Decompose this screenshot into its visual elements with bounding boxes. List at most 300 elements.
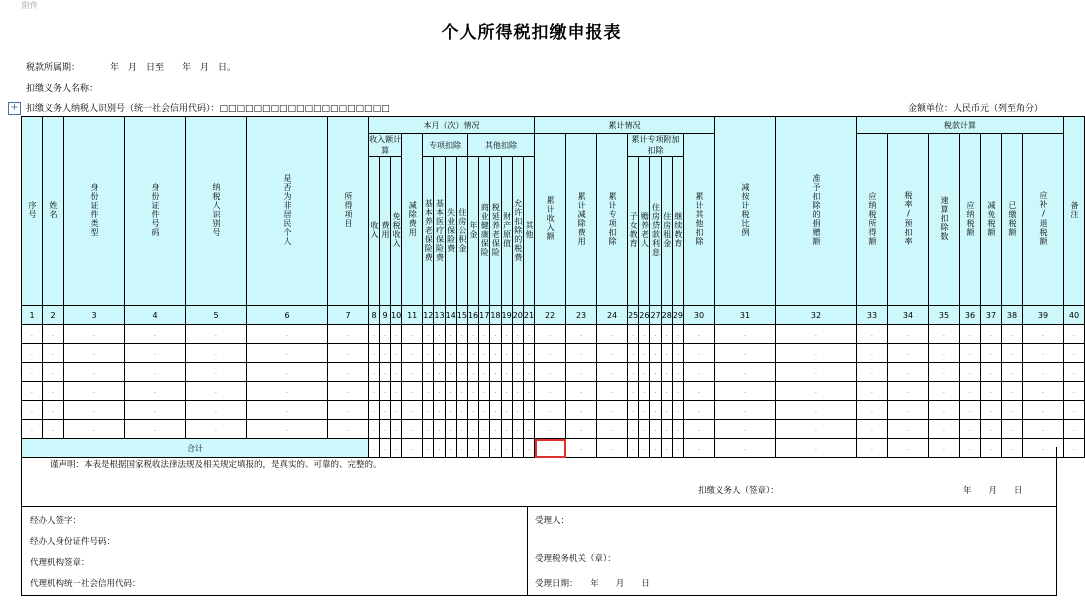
table-cell[interactable]: . bbox=[501, 363, 512, 382]
table-cell[interactable]: . bbox=[64, 382, 125, 401]
total-cell[interactable]: . bbox=[434, 439, 445, 458]
table-cell[interactable]: . bbox=[512, 420, 523, 439]
table-cell[interactable]: . bbox=[490, 382, 501, 401]
table-cell[interactable]: . bbox=[1064, 344, 1085, 363]
table-cell[interactable]: . bbox=[535, 344, 566, 363]
table-cell[interactable]: . bbox=[501, 401, 512, 420]
table-cell[interactable]: . bbox=[776, 420, 857, 439]
table-cell[interactable]: . bbox=[523, 420, 534, 439]
table-cell[interactable]: . bbox=[328, 382, 369, 401]
table-cell[interactable]: . bbox=[1002, 363, 1023, 382]
total-cell[interactable]: . bbox=[1002, 439, 1023, 458]
table-cell[interactable]: . bbox=[445, 420, 456, 439]
table-cell[interactable]: . bbox=[479, 325, 490, 344]
table-cell[interactable]: . bbox=[566, 401, 597, 420]
table-cell[interactable]: . bbox=[628, 344, 639, 363]
table-cell[interactable]: . bbox=[434, 401, 445, 420]
table-cell[interactable]: . bbox=[434, 363, 445, 382]
table-cell[interactable]: . bbox=[512, 325, 523, 344]
table-cell[interactable]: . bbox=[186, 382, 247, 401]
table-cell[interactable]: . bbox=[402, 382, 423, 401]
total-cell[interactable]: . bbox=[960, 439, 981, 458]
table-cell[interactable]: . bbox=[380, 363, 391, 382]
table-cell[interactable]: . bbox=[523, 344, 534, 363]
table-cell[interactable]: . bbox=[125, 401, 186, 420]
table-cell[interactable]: . bbox=[672, 401, 683, 420]
table-cell[interactable]: . bbox=[535, 382, 566, 401]
table-cell[interactable]: . bbox=[1002, 344, 1023, 363]
table-cell[interactable]: . bbox=[857, 401, 888, 420]
table-cell[interactable]: . bbox=[672, 363, 683, 382]
total-cell-selected[interactable]: . bbox=[535, 439, 566, 458]
table-cell[interactable]: . bbox=[628, 382, 639, 401]
table-cell[interactable]: . bbox=[434, 344, 445, 363]
table-cell[interactable]: . bbox=[434, 420, 445, 439]
table-cell[interactable]: . bbox=[1064, 382, 1085, 401]
total-cell[interactable]: . bbox=[661, 439, 672, 458]
table-cell[interactable]: . bbox=[661, 325, 672, 344]
table-cell[interactable]: . bbox=[125, 363, 186, 382]
table-cell[interactable]: . bbox=[888, 401, 929, 420]
table-cell[interactable]: . bbox=[369, 420, 380, 439]
table-cell[interactable]: . bbox=[22, 420, 43, 439]
table-cell[interactable]: . bbox=[369, 401, 380, 420]
table-cell[interactable]: . bbox=[501, 382, 512, 401]
table-cell[interactable]: . bbox=[456, 382, 467, 401]
table-cell[interactable]: . bbox=[857, 363, 888, 382]
table-cell[interactable]: . bbox=[423, 382, 434, 401]
table-cell[interactable]: . bbox=[650, 420, 661, 439]
table-cell[interactable]: . bbox=[186, 420, 247, 439]
table-cell[interactable]: . bbox=[639, 325, 650, 344]
table-cell[interactable]: . bbox=[512, 344, 523, 363]
table-cell[interactable]: . bbox=[523, 382, 534, 401]
table-cell[interactable]: . bbox=[402, 363, 423, 382]
table-cell[interactable]: . bbox=[479, 420, 490, 439]
table-cell[interactable]: . bbox=[960, 363, 981, 382]
table-cell[interactable]: . bbox=[501, 325, 512, 344]
table-move-handle-icon[interactable]: + bbox=[8, 102, 21, 115]
table-cell[interactable]: . bbox=[672, 382, 683, 401]
table-cell[interactable]: . bbox=[1002, 420, 1023, 439]
table-cell[interactable]: . bbox=[22, 325, 43, 344]
table-cell[interactable]: . bbox=[512, 363, 523, 382]
table-cell[interactable]: . bbox=[566, 382, 597, 401]
table-cell[interactable]: . bbox=[479, 363, 490, 382]
table-cell[interactable]: . bbox=[64, 325, 125, 344]
table-cell[interactable]: . bbox=[535, 363, 566, 382]
table-cell[interactable]: . bbox=[960, 344, 981, 363]
table-cell[interactable]: . bbox=[391, 344, 402, 363]
table-cell[interactable]: . bbox=[501, 344, 512, 363]
table-cell[interactable]: . bbox=[535, 420, 566, 439]
table-cell[interactable]: . bbox=[929, 382, 960, 401]
table-cell[interactable]: . bbox=[445, 382, 456, 401]
table-cell[interactable]: . bbox=[715, 325, 776, 344]
table-cell[interactable]: . bbox=[523, 401, 534, 420]
table-cell[interactable]: . bbox=[369, 363, 380, 382]
table-cell[interactable]: . bbox=[64, 401, 125, 420]
table-cell[interactable]: . bbox=[650, 401, 661, 420]
total-cell[interactable]: . bbox=[402, 439, 423, 458]
table-cell[interactable]: . bbox=[467, 325, 478, 344]
table-cell[interactable]: . bbox=[186, 401, 247, 420]
table-cell[interactable]: . bbox=[628, 325, 639, 344]
table-cell[interactable]: . bbox=[715, 382, 776, 401]
total-cell[interactable]: . bbox=[566, 439, 597, 458]
table-cell[interactable]: . bbox=[445, 344, 456, 363]
table-cell[interactable]: . bbox=[328, 420, 369, 439]
table-cell[interactable]: . bbox=[490, 363, 501, 382]
table-cell[interactable]: . bbox=[981, 382, 1002, 401]
table-cell[interactable]: . bbox=[715, 344, 776, 363]
table-cell[interactable]: . bbox=[391, 401, 402, 420]
col-number-29: 29 bbox=[672, 306, 683, 325]
table-cell[interactable]: . bbox=[402, 420, 423, 439]
total-cell[interactable]: . bbox=[445, 439, 456, 458]
table-cell[interactable]: . bbox=[650, 325, 661, 344]
table-cell[interactable]: . bbox=[467, 420, 478, 439]
table-cell[interactable]: . bbox=[43, 420, 64, 439]
table-cell[interactable]: . bbox=[247, 363, 328, 382]
col-number-24: 24 bbox=[597, 306, 628, 325]
col-header-39-label: 应补/退税额 bbox=[1039, 191, 1048, 246]
col-header-37 bbox=[981, 134, 1002, 306]
table-cell[interactable]: . bbox=[776, 382, 857, 401]
total-cell[interactable]: . bbox=[597, 439, 628, 458]
table-cell[interactable]: . bbox=[479, 401, 490, 420]
total-cell[interactable]: . bbox=[715, 439, 776, 458]
table-cell[interactable]: . bbox=[380, 382, 391, 401]
table-cell[interactable]: . bbox=[715, 363, 776, 382]
table-cell[interactable]: . bbox=[888, 363, 929, 382]
table-cell[interactable]: . bbox=[1002, 401, 1023, 420]
table-cell[interactable]: . bbox=[43, 344, 64, 363]
table-cell[interactable]: . bbox=[423, 401, 434, 420]
col-number-33: 33 bbox=[857, 306, 888, 325]
col-header-34 bbox=[888, 134, 929, 306]
table-cell[interactable]: . bbox=[981, 401, 1002, 420]
table-cell[interactable]: . bbox=[369, 382, 380, 401]
table-cell[interactable]: . bbox=[960, 401, 981, 420]
table-cell[interactable]: . bbox=[684, 325, 715, 344]
table-cell[interactable]: . bbox=[328, 363, 369, 382]
table-cell[interactable]: . bbox=[981, 344, 1002, 363]
table-cell[interactable]: . bbox=[597, 325, 628, 344]
table-cell[interactable]: . bbox=[535, 401, 566, 420]
signature-date[interactable]: 年 月 日 bbox=[963, 486, 1023, 496]
total-cell[interactable]: . bbox=[628, 439, 639, 458]
table-cell[interactable]: . bbox=[380, 420, 391, 439]
total-cell[interactable]: . bbox=[380, 439, 391, 458]
table-cell[interactable]: . bbox=[22, 363, 43, 382]
table-cell[interactable]: . bbox=[597, 363, 628, 382]
table-cell[interactable]: . bbox=[456, 344, 467, 363]
total-cell[interactable]: . bbox=[672, 439, 683, 458]
total-cell[interactable]: . bbox=[391, 439, 402, 458]
table-cell[interactable]: . bbox=[490, 420, 501, 439]
table-cell[interactable]: . bbox=[186, 344, 247, 363]
total-cell[interactable]: . bbox=[639, 439, 650, 458]
total-cell[interactable]: . bbox=[1023, 439, 1064, 458]
table-cell[interactable]: . bbox=[981, 325, 1002, 344]
table-cell[interactable]: . bbox=[380, 401, 391, 420]
table-cell[interactable]: . bbox=[391, 382, 402, 401]
table-cell[interactable]: . bbox=[423, 420, 434, 439]
total-cell[interactable]: . bbox=[888, 439, 929, 458]
table-cell[interactable]: . bbox=[247, 382, 328, 401]
table-cell[interactable]: . bbox=[639, 420, 650, 439]
table-cell[interactable]: . bbox=[888, 382, 929, 401]
table-cell[interactable]: . bbox=[125, 382, 186, 401]
table-cell[interactable]: . bbox=[391, 325, 402, 344]
col-header-5-label: 纳税人识别号 bbox=[212, 183, 221, 237]
total-cell[interactable]: . bbox=[479, 439, 490, 458]
total-cell[interactable]: . bbox=[467, 439, 478, 458]
col-header-1 bbox=[22, 117, 43, 306]
table-cell[interactable]: . bbox=[328, 401, 369, 420]
col-number-11: 11 bbox=[402, 306, 423, 325]
table-cell[interactable]: . bbox=[1064, 420, 1085, 439]
table-cell[interactable]: . bbox=[490, 401, 501, 420]
table-cell[interactable]: . bbox=[43, 401, 64, 420]
total-cell[interactable]: . bbox=[981, 439, 1002, 458]
table-cell[interactable]: . bbox=[467, 382, 478, 401]
table-cell[interactable]: . bbox=[490, 344, 501, 363]
table-cell[interactable]: . bbox=[490, 325, 501, 344]
table-cell[interactable]: . bbox=[929, 344, 960, 363]
table-cell[interactable]: . bbox=[684, 382, 715, 401]
table-cell[interactable]: . bbox=[960, 382, 981, 401]
table-cell[interactable]: . bbox=[22, 401, 43, 420]
total-cell[interactable]: . bbox=[490, 439, 501, 458]
table-cell[interactable]: . bbox=[456, 325, 467, 344]
table-cell[interactable]: . bbox=[776, 325, 857, 344]
table-cell[interactable]: . bbox=[22, 382, 43, 401]
table-cell[interactable]: . bbox=[650, 344, 661, 363]
table-cell[interactable]: . bbox=[22, 344, 43, 363]
table-cell[interactable]: . bbox=[467, 401, 478, 420]
total-cell[interactable]: . bbox=[929, 439, 960, 458]
table-cell[interactable]: . bbox=[369, 344, 380, 363]
table-cell[interactable]: . bbox=[402, 344, 423, 363]
table-cell[interactable]: . bbox=[434, 382, 445, 401]
table-cell[interactable]: . bbox=[566, 344, 597, 363]
total-cell[interactable]: . bbox=[857, 439, 888, 458]
table-cell[interactable]: . bbox=[247, 325, 328, 344]
table-cell[interactable]: . bbox=[776, 363, 857, 382]
table-cell[interactable]: . bbox=[467, 344, 478, 363]
table-cell[interactable]: . bbox=[857, 325, 888, 344]
col-header-38 bbox=[1002, 134, 1023, 306]
table-cell[interactable]: . bbox=[402, 401, 423, 420]
table-cell[interactable]: . bbox=[1023, 325, 1064, 344]
table-cell[interactable]: . bbox=[247, 420, 328, 439]
col-header-31 bbox=[715, 117, 776, 306]
table-cell[interactable]: . bbox=[64, 363, 125, 382]
table-cell[interactable]: . bbox=[672, 344, 683, 363]
total-cell[interactable]: . bbox=[456, 439, 467, 458]
table-cell[interactable]: . bbox=[423, 363, 434, 382]
table-cell[interactable]: . bbox=[929, 401, 960, 420]
table-cell[interactable]: . bbox=[434, 325, 445, 344]
table-cell[interactable]: . bbox=[479, 344, 490, 363]
table-cell[interactable]: . bbox=[661, 382, 672, 401]
table-cell[interactable]: . bbox=[445, 363, 456, 382]
table-cell[interactable]: . bbox=[512, 382, 523, 401]
table-cell[interactable]: . bbox=[402, 325, 423, 344]
receive-date-label: 受理日期： 年 月 日 bbox=[535, 579, 650, 589]
table-cell[interactable]: . bbox=[64, 420, 125, 439]
agency-code-label: 代理机构统一社会信用代码： bbox=[30, 579, 141, 589]
table-cell[interactable]: . bbox=[929, 363, 960, 382]
table-cell[interactable]: . bbox=[639, 344, 650, 363]
table-cell[interactable]: . bbox=[776, 401, 857, 420]
table-cell[interactable]: . bbox=[391, 420, 402, 439]
col-header-20-label: 允许扣除的税费 bbox=[513, 198, 523, 262]
table-cell[interactable]: . bbox=[523, 363, 534, 382]
tax-period-fields[interactable]: 年 月 日至 年 月 日。 bbox=[110, 63, 237, 73]
table-cell[interactable]: . bbox=[380, 325, 391, 344]
table-cell[interactable]: . bbox=[125, 325, 186, 344]
col-header-4 bbox=[125, 117, 186, 306]
table-cell[interactable]: . bbox=[628, 420, 639, 439]
table-cell[interactable]: . bbox=[186, 325, 247, 344]
table-cell[interactable]: . bbox=[929, 420, 960, 439]
table-cell[interactable]: . bbox=[445, 401, 456, 420]
table-cell[interactable]: . bbox=[1023, 401, 1064, 420]
table-cell[interactable]: . bbox=[888, 344, 929, 363]
table-cell[interactable]: . bbox=[1023, 363, 1064, 382]
table-cell[interactable]: . bbox=[523, 325, 534, 344]
table-cell[interactable]: . bbox=[512, 401, 523, 420]
table-cell[interactable]: . bbox=[597, 401, 628, 420]
col-header-33-label: 应纳税所得额 bbox=[868, 191, 877, 246]
table-cell[interactable]: . bbox=[960, 420, 981, 439]
table-cell[interactable]: . bbox=[639, 363, 650, 382]
table-cell[interactable]: . bbox=[1064, 325, 1085, 344]
table-cell[interactable]: . bbox=[479, 382, 490, 401]
table-cell[interactable]: . bbox=[639, 382, 650, 401]
table-cell[interactable]: . bbox=[715, 401, 776, 420]
table-cell[interactable]: . bbox=[628, 363, 639, 382]
table-cell[interactable]: . bbox=[535, 325, 566, 344]
table-cell[interactable]: . bbox=[1002, 325, 1023, 344]
table-cell[interactable]: . bbox=[857, 420, 888, 439]
table-cell[interactable]: . bbox=[684, 363, 715, 382]
table-cell[interactable]: . bbox=[125, 344, 186, 363]
table-cell[interactable]: . bbox=[64, 344, 125, 363]
table-cell[interactable]: . bbox=[715, 420, 776, 439]
withholder-id-label: 扣缴义务人纳税人识别号（统一社会信用代码）：□□□□□□□□□□□□□□□□□□□□ bbox=[26, 104, 390, 114]
table-cell[interactable]: . bbox=[672, 325, 683, 344]
table-cell[interactable]: . bbox=[672, 420, 683, 439]
table-cell[interactable]: . bbox=[597, 382, 628, 401]
table-cell[interactable]: . bbox=[566, 325, 597, 344]
total-cell[interactable]: . bbox=[776, 439, 857, 458]
table-cell[interactable]: . bbox=[566, 363, 597, 382]
table-cell[interactable]: . bbox=[684, 344, 715, 363]
total-cell[interactable]: . bbox=[369, 439, 380, 458]
table-cell[interactable]: . bbox=[247, 401, 328, 420]
table-cell[interactable]: . bbox=[1023, 382, 1064, 401]
table-cell[interactable]: . bbox=[501, 420, 512, 439]
table-cell[interactable]: . bbox=[981, 420, 1002, 439]
table-cell[interactable]: . bbox=[328, 325, 369, 344]
table-cell[interactable]: . bbox=[186, 363, 247, 382]
table-cell[interactable]: . bbox=[960, 325, 981, 344]
table-cell[interactable]: . bbox=[445, 325, 456, 344]
table-cell[interactable]: . bbox=[650, 382, 661, 401]
table-cell[interactable]: . bbox=[43, 363, 64, 382]
table-cell[interactable]: . bbox=[43, 382, 64, 401]
table-cell[interactable]: . bbox=[456, 420, 467, 439]
col-header-29-label: 继续教育 bbox=[673, 212, 683, 248]
table-cell[interactable]: . bbox=[888, 325, 929, 344]
table-cell[interactable]: . bbox=[456, 363, 467, 382]
table-cell[interactable]: . bbox=[929, 325, 960, 344]
table-cell[interactable]: . bbox=[380, 344, 391, 363]
table-cell[interactable]: . bbox=[328, 344, 369, 363]
table-cell[interactable]: . bbox=[1002, 382, 1023, 401]
table-cell[interactable]: . bbox=[467, 363, 478, 382]
table-cell[interactable]: . bbox=[597, 420, 628, 439]
table-cell[interactable]: . bbox=[391, 363, 402, 382]
table-cell[interactable]: . bbox=[650, 363, 661, 382]
table-cell[interactable]: . bbox=[247, 344, 328, 363]
table-cell[interactable]: . bbox=[628, 401, 639, 420]
table-cell[interactable]: . bbox=[369, 325, 380, 344]
total-cell[interactable]: . bbox=[423, 439, 434, 458]
total-cell[interactable]: . bbox=[501, 439, 512, 458]
table-cell[interactable]: . bbox=[566, 420, 597, 439]
col-header-22-label: 累计收入额 bbox=[546, 196, 556, 241]
table-cell[interactable]: . bbox=[661, 420, 672, 439]
total-cell[interactable]: . bbox=[1064, 439, 1085, 458]
table-cell[interactable]: . bbox=[1064, 401, 1085, 420]
table-cell[interactable]: . bbox=[776, 344, 857, 363]
table-cell[interactable]: . bbox=[661, 344, 672, 363]
table-cell[interactable]: . bbox=[423, 344, 434, 363]
col-number-23: 23 bbox=[566, 306, 597, 325]
total-cell[interactable]: . bbox=[512, 439, 523, 458]
table-cell[interactable]: . bbox=[456, 401, 467, 420]
table-cell[interactable]: . bbox=[423, 325, 434, 344]
table-cell[interactable]: . bbox=[981, 363, 1002, 382]
table-cell[interactable]: . bbox=[684, 401, 715, 420]
total-cell[interactable]: . bbox=[684, 439, 715, 458]
table-cell[interactable]: . bbox=[684, 420, 715, 439]
table-cell[interactable]: . bbox=[661, 401, 672, 420]
table-cell[interactable]: . bbox=[597, 344, 628, 363]
table-cell[interactable]: . bbox=[857, 382, 888, 401]
table-cell[interactable]: . bbox=[661, 363, 672, 382]
table-cell[interactable]: . bbox=[639, 401, 650, 420]
table-cell[interactable]: . bbox=[1023, 344, 1064, 363]
table-cell[interactable]: . bbox=[43, 325, 64, 344]
total-cell[interactable]: . bbox=[650, 439, 661, 458]
col-number-26: 26 bbox=[639, 306, 650, 325]
total-cell[interactable]: . bbox=[523, 439, 534, 458]
table-cell[interactable]: . bbox=[857, 344, 888, 363]
table-cell[interactable]: . bbox=[125, 420, 186, 439]
table-cell[interactable]: . bbox=[888, 420, 929, 439]
table-cell[interactable]: . bbox=[1064, 363, 1085, 382]
col-header-13-label: 基本医疗保险费 bbox=[435, 198, 445, 262]
table-row bbox=[22, 344, 1085, 363]
col-header-9 bbox=[380, 157, 391, 306]
table-cell[interactable]: . bbox=[1023, 420, 1064, 439]
